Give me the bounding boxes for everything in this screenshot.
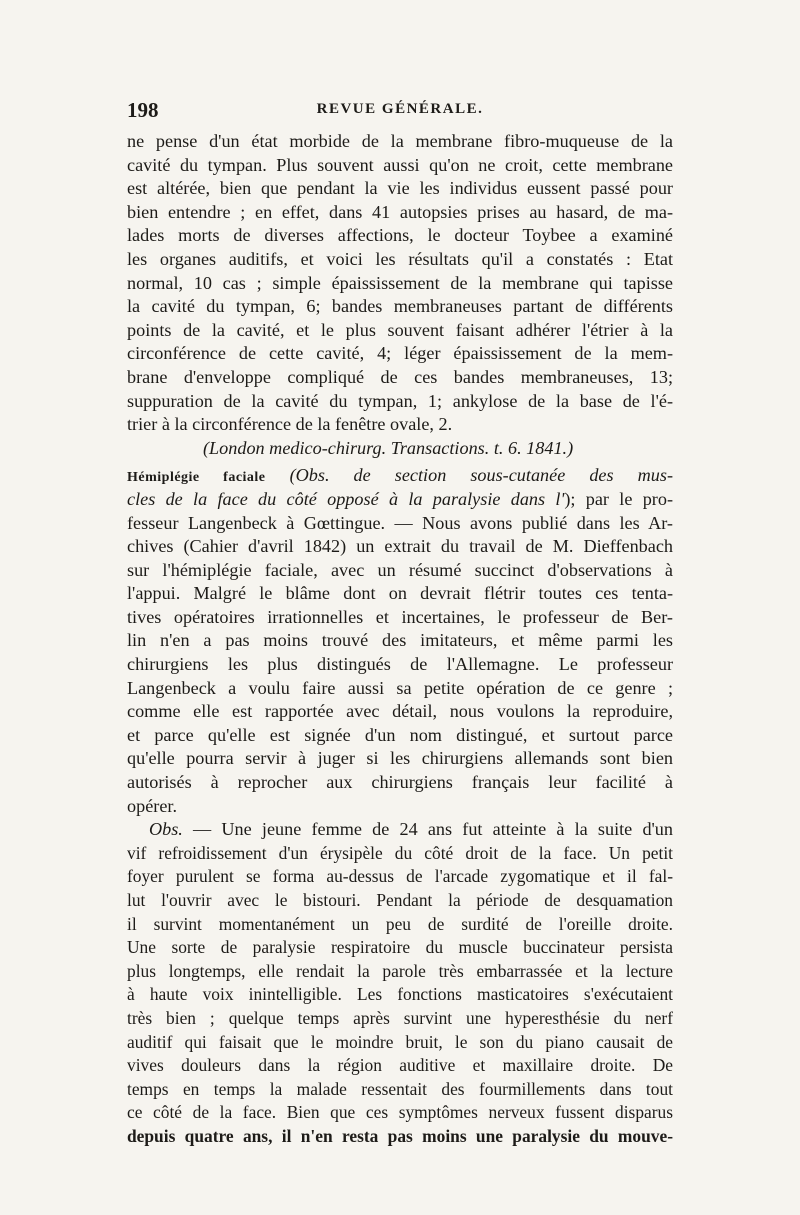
subtitle-tail: ); par le pro- bbox=[564, 488, 673, 509]
running-head: REVUE GÉNÉRALE. bbox=[316, 101, 484, 117]
text-line: Langenbeck a voulu faire aussi sa petite opération de ce genre ; bbox=[127, 677, 673, 698]
text-line: il survint momentanément un peu de surdité de l'oreille droite. bbox=[127, 913, 673, 934]
text-line: autorisés à reprocher aux chirurgiens français leur facilité à bbox=[127, 772, 673, 793]
text-line: brane d'enveloppe compliqué de ces bandes membraneuses, 13; bbox=[127, 366, 673, 387]
text-line: l'appui. Malgré le blâme dont on devrait flétrir toutes ces tenta- bbox=[127, 583, 673, 604]
text-line: auditif qui faisait que le moindre bruit, le son du piano causait de bbox=[127, 1031, 673, 1052]
text-line: chives (Cahier d'avril 1842) un extrait du travail de M. Dieffenbach bbox=[127, 536, 673, 557]
text-line: est altérée, bien que pendant la vie les individus eussent passé pour bbox=[127, 178, 673, 199]
citation: (London medico-chirurg. Transactions. t. 6. 1841.) bbox=[203, 437, 574, 458]
text-line: et parce qu'elle est signée d'un nom distingué, et surtout parce bbox=[127, 724, 673, 745]
obs-label: Obs. bbox=[149, 819, 183, 840]
text-line: qu'elle pourra servir à juger si les chirurgiens allemands sont bien bbox=[127, 748, 673, 769]
text-line: vives douleurs dans la région auditive et maxillaire droite. De bbox=[127, 1055, 673, 1076]
text-line: lades morts de diverses affections, le docteur Toybee a examiné bbox=[127, 225, 673, 246]
paragraph-2 bbox=[127, 464, 673, 818]
observation-text: — Une jeune femme de 24 ans fut atteinte à la suite d'un bbox=[193, 819, 673, 840]
section-subtitle: (Obs. de section sous-cutanée des mus- bbox=[289, 465, 673, 486]
text-line: suppuration de la cavité du tympan, 1; ankylose de la base de l'é- bbox=[127, 390, 673, 411]
text-line: normal, 10 cas ; simple épaississement de la membrane qui tapisse bbox=[127, 272, 673, 293]
text-line: foyer purulent se forma au-dessus de l'arcade zygomatique et il fal- bbox=[127, 866, 673, 887]
text-line: lin n'en a pas moins trouvé des imitateurs, et même parmi les bbox=[127, 630, 673, 651]
section-heading-line bbox=[127, 464, 673, 488]
text-line: ce côté de la face. Bien que ces symptômes nerveux fussent disparus bbox=[127, 1102, 673, 1123]
text-line: plus longtemps, elle rendait la parole très embarrassée et la lecture bbox=[127, 960, 673, 981]
text-line: bien entendre ; en effet, dans 41 autopsies prises au hasard, de ma- bbox=[127, 201, 673, 222]
subtitle-continuation: cles de la face du côté opposé à la paralysie dans l' bbox=[127, 488, 565, 509]
text-line: lut l'ouvrir avec le bistouri. Pendant la période de desquamation bbox=[127, 890, 673, 910]
text-line: tives opératoires irrationnelles et incertaines, le professeur de Ber- bbox=[127, 606, 673, 627]
text-line: très bien ; quelque temps après survint une hyperesthésie du nerf bbox=[127, 1007, 673, 1028]
paragraph-1 bbox=[127, 130, 673, 437]
text-line: comme elle est rapportée avec détail, nous voulons la reproduire, bbox=[127, 701, 673, 722]
paragraph-3 bbox=[127, 818, 673, 1148]
text-line: ne pense d'un état morbide de la membrane fibro-muqueuse de la bbox=[127, 131, 673, 151]
text-line: chirurgiens les plus distingués de l'Allemagne. Le professeur bbox=[127, 654, 673, 675]
page-header bbox=[127, 98, 673, 128]
text-line: vif refroidissement d'un érysipèle du côté droit de la face. Un petit bbox=[127, 842, 673, 863]
observation-first-line bbox=[127, 818, 673, 842]
text-line: circonférence de cette cavité, 4; léger épaississement de la mem- bbox=[127, 343, 673, 364]
page-number: 198 bbox=[127, 98, 159, 122]
text-line bbox=[127, 488, 673, 512]
text-line: la cavité du tympan, 6; bandes membraneuses partant de différents bbox=[127, 296, 673, 317]
text-line: fesseur Langenbeck à Gœttingue. — Nous avons publié dans les Ar- bbox=[127, 512, 673, 533]
text-line: à haute voix inintelligible. Les fonctions masticatoires s'exécutaient bbox=[127, 984, 673, 1005]
body-text bbox=[127, 130, 673, 1149]
text-line: points de la cavité, et le plus souvent faisant adhérer l'étrier à la bbox=[127, 319, 673, 340]
text-line: cavité du tympan. Plus souvent aussi qu'on ne croit, cette membrane bbox=[127, 154, 673, 175]
text-line: depuis quatre ans, il n'en resta pas moins une paralysie du mouve- bbox=[127, 1125, 673, 1146]
text-line: sur l'hémiplégie faciale, avec un résumé succinct d'observations à bbox=[127, 559, 673, 580]
text-line: les organes auditifs, et voici les résultats qu'il a constatés : Etat bbox=[127, 248, 673, 269]
text-line: Une sorte de paralysie respiratoire du muscle buccinateur persista bbox=[127, 937, 673, 958]
text-line: opérer. bbox=[127, 795, 177, 816]
section-heading: Hémiplégie faciale bbox=[127, 470, 266, 486]
text-line: trier à la circonférence de la fenêtre ovale, 2. bbox=[127, 414, 453, 435]
text-line: temps en temps la malade ressentait des fourmillements dans tout bbox=[127, 1078, 673, 1099]
